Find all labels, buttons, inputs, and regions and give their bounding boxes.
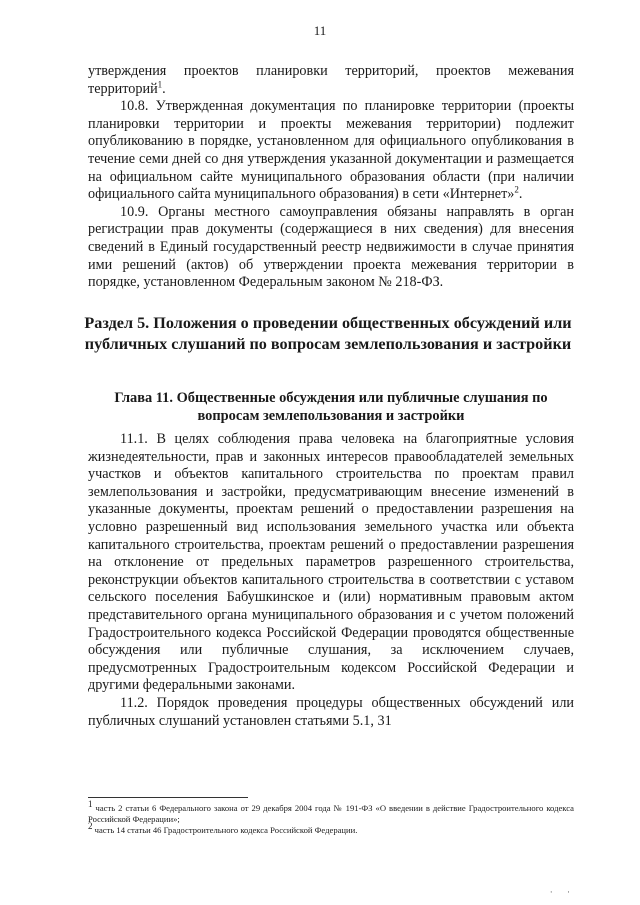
paragraph-11-2: 11.2. Порядок проведения процедуры общественных обсуждений или публичных слушаний установлен статьями 5.1, 31: [88, 694, 574, 729]
paragraph-11-1: 11.1. В целях соблюдения права человека на благоприятные условия жизнедеятельности, прав и законных интересов правообладателей земельных участков и объектов капитального строительства по проектам правил землепользования и застройки, предусматривающим внесение изменений в указанные документы, проектам решений о предоставлении разрешения на условно разрешенный вид использования земельного участка или объекта капитального строительства, проектам решений о предоставлении разрешения на отклонение от предельных параметров разрешенного строительства, реконструкции объектов капитального строительства в соответствии с уставом сельского поселения Бабушкинское и (или) нормативным правовым актом представительного органа муниципального образования и с учетом положений Градостроительного кодекса Российской Федерации проводятся общественные обсуждения или публичные слушания, за исключением случаев, предусмотренных Градостроительным кодексом Российской Федерации и другими федеральными законами.: [88, 431, 574, 694]
page-number: 11: [313, 23, 327, 38]
paragraph-end: .: [518, 186, 523, 203]
footnote-ref: 2: [514, 184, 519, 195]
footnote-divider: [88, 797, 248, 798]
paragraph-text: утверждения проектов планировки территорий, проектов межевания территорий: [88, 63, 574, 97]
footnote-text: часть 2 статьи 6 Федерального закона от 29 декабря 2004 года № 191-ФЗ «О введении в действие Градостроительного кодекса Российской Федерации»;: [88, 803, 574, 825]
footnote-ref: 1: [157, 78, 163, 89]
body-text-top: [88, 63, 574, 292]
footnote-text: часть 14 статьи 46 Градостроительного кодекса Российской Федерации.: [94, 825, 358, 836]
paragraph-text: 10.8. Утвержденная документация по планировке территории (проекты планировки территории и проекты межевания территории) подлежит опубликованию в порядке, установленном для официального опубликования в течение семи дней со дня утверждения указанной документации и размещается на официальном сайте муниципального образования области (при наличии официального сайта муниципального образования) в сети «Интернет»: [88, 98, 574, 203]
paragraph-10-8: [88, 98, 574, 204]
section-heading: Раздел 5. Положения о проведении общественных обсуждений или публичных слушаний по вопросам землепользования и застройки: [84, 314, 572, 353]
paragraph-continuation: [88, 63, 574, 98]
chapter-heading: Глава 11. Общественные обсуждения или публичные слушания по вопросам землепользования и застройки: [114, 390, 548, 424]
paragraph-end: .: [162, 80, 166, 97]
footnote-1: [88, 799, 574, 825]
footnote-2: [88, 821, 574, 836]
margin-marks: · ·: [549, 887, 576, 897]
footnote-mark: 1: [88, 799, 93, 810]
paragraph-10-9: 10.9. Органы местного самоуправления обязаны направлять в орган регистрации прав документы (содержащиеся в них сведения) для внесения сведений в Единый государственный реестр недвижимости в случае принятия ими решений (актов) об утверждении проекта межевания территории в порядке, установленном Федеральным законом № 218-ФЗ.: [88, 203, 574, 291]
footnote-mark: 2: [88, 821, 93, 832]
footnotes: [88, 799, 574, 837]
body-text-bottom: [88, 431, 574, 730]
